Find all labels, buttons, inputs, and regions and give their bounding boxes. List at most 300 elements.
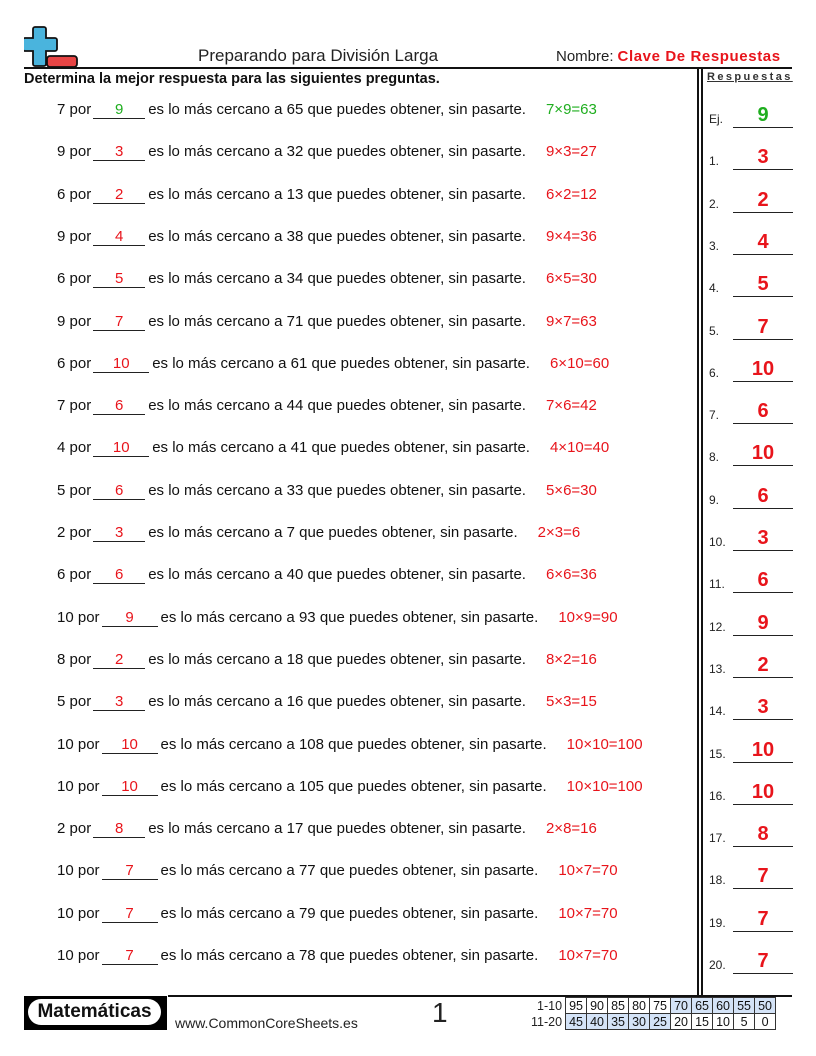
score-row-label: 1-10	[537, 998, 563, 1013]
sentence-post: que puedes obtener, sin pasarte.	[328, 735, 547, 753]
question-text	[57, 482, 597, 500]
target-number: 79	[298, 904, 316, 922]
work-shown: 6×10=60	[549, 354, 610, 372]
factor: 2	[57, 820, 66, 838]
target-number: 78	[298, 947, 316, 964]
answer-key-item	[709, 567, 793, 593]
score-cell: 95	[566, 998, 587, 1014]
answer-column-divider	[701, 68, 703, 996]
answer-blank[interactable]: 9	[102, 610, 158, 627]
answer-key-label: 9.	[709, 492, 720, 507]
por-word: por	[69, 650, 92, 668]
question-row	[0, 439, 690, 459]
question-text	[57, 355, 609, 373]
score-row-label: 11-20	[531, 1014, 563, 1029]
factor: 8	[57, 650, 66, 668]
factor: 9	[57, 143, 66, 161]
answer-key-line	[733, 719, 793, 720]
answer-key-line	[733, 127, 793, 128]
answer-key-item	[709, 610, 793, 636]
answer-key-item	[709, 356, 793, 382]
page-number: 1	[432, 997, 448, 1028]
sentence-post: que puedes obtener, sin pasarte.	[307, 185, 526, 203]
score-cell: 90	[587, 998, 608, 1014]
answer-key-value[interactable]: 5	[757, 273, 769, 296]
factor: 10	[57, 735, 74, 753]
answer-key-item	[709, 863, 793, 889]
question-row	[0, 905, 690, 925]
question-row	[0, 313, 690, 333]
sentence-pre: es lo más cercano a	[148, 566, 283, 584]
question-row	[0, 820, 690, 840]
answer-key-item	[709, 737, 793, 763]
score-cell: 65	[692, 998, 713, 1014]
por-word: por	[69, 439, 92, 457]
brand-badge	[24, 996, 167, 1030]
question-row	[0, 270, 690, 290]
answer-key-item	[709, 483, 793, 509]
factor: 6	[57, 354, 66, 372]
work-shown: 6×2=12	[545, 185, 597, 203]
sentence-pre: es lo más cercano a	[148, 101, 283, 118]
por-word: por	[77, 608, 100, 626]
question-row	[0, 397, 690, 417]
answer-blank[interactable]: 2	[93, 187, 145, 204]
answer-key-value[interactable]: 10	[751, 357, 775, 380]
score-cell: 5	[734, 1014, 755, 1030]
por-word: por	[69, 481, 92, 499]
work-shown: 10×10=100	[566, 735, 643, 753]
answer-key-value[interactable]: 3	[757, 527, 769, 549]
por-word: por	[69, 101, 92, 118]
sentence-post: que puedes obtener, sin pasarte.	[307, 143, 526, 161]
score-cell: 80	[629, 998, 650, 1014]
sentence-pre: es lo más cercano a	[160, 735, 295, 753]
work-shown: 2×3=6	[537, 524, 581, 541]
answer-key-value[interactable]: 7	[757, 315, 769, 338]
answer-blank[interactable]: 10	[93, 356, 149, 373]
por-word: por	[69, 397, 92, 415]
answer-key-line	[733, 635, 793, 636]
answer-key-line	[733, 762, 793, 763]
answer-key-label: 1.	[709, 154, 720, 169]
target-number: 32	[286, 143, 304, 161]
por-word: por	[69, 270, 92, 288]
sentence-post: que puedes obtener, sin pasarte.	[299, 524, 518, 541]
sentence-pre: es lo más cercano a	[148, 312, 283, 330]
question-row	[0, 651, 690, 671]
work-shown: 10×7=70	[558, 904, 618, 922]
factor: 10	[57, 947, 74, 964]
instructions: Determina la mejor respuesta para las siguientes preguntas.	[24, 71, 440, 87]
sentence-post: que puedes obtener, sin pasarte.	[319, 608, 539, 626]
answer-key-item	[709, 102, 793, 128]
factor: 5	[57, 693, 66, 711]
answer-key-value[interactable]: 4	[757, 230, 769, 253]
factor: 4	[57, 439, 66, 457]
question-text	[57, 270, 597, 288]
score-cell: 35	[608, 1014, 629, 1030]
answer-blank[interactable]: 6	[93, 398, 145, 415]
por-word: por	[69, 354, 92, 372]
answer-key-item	[709, 398, 793, 424]
answer-key-label: 14.	[709, 704, 726, 719]
target-number: 93	[298, 608, 316, 626]
factor: 10	[57, 862, 74, 880]
sentence-pre: es lo más cercano a	[148, 397, 283, 415]
factor: 9	[57, 227, 66, 245]
target-number: 17	[286, 820, 304, 838]
answer-key-item	[709, 187, 793, 213]
factor: 6	[57, 270, 66, 288]
score-cell: 15	[692, 1014, 713, 1030]
sentence-pre: es lo más cercano a	[148, 820, 283, 838]
por-word: por	[77, 947, 100, 964]
target-number: 71	[286, 312, 304, 330]
answer-key-label: 10.	[709, 535, 726, 549]
answer-blank[interactable]: 5	[93, 271, 145, 288]
question-text	[57, 101, 597, 119]
answer-key-line	[733, 888, 793, 889]
answer-key-label: 11.	[709, 577, 725, 592]
sentence-post: que puedes obtener, sin pasarte.	[311, 354, 530, 372]
por-word: por	[69, 524, 92, 541]
sentence-pre: es lo más cercano a	[148, 481, 283, 499]
question-text	[57, 778, 643, 796]
answer-key-value[interactable]: 9	[757, 104, 769, 126]
sentence-pre: es lo más cercano a	[152, 354, 287, 372]
answer-key-line	[733, 804, 793, 805]
question-text	[57, 313, 597, 331]
answer-key-value[interactable]: 8	[757, 823, 769, 846]
por-word: por	[69, 143, 92, 161]
answer-key-value[interactable]: 6	[757, 484, 769, 507]
question-row	[0, 778, 690, 798]
target-number: 7	[286, 524, 295, 541]
work-shown: 8×2=16	[545, 650, 597, 668]
answers-header: Respuestas	[707, 71, 793, 83]
work-shown: 9×4=36	[545, 227, 597, 245]
answer-blank[interactable]: 8	[93, 821, 145, 838]
score-cell: 30	[629, 1014, 650, 1030]
question-row	[0, 736, 690, 756]
answer-key-line	[733, 254, 793, 255]
sentence-pre: es lo más cercano a	[160, 862, 295, 880]
answer-blank[interactable]: 6	[93, 567, 145, 584]
question-text	[57, 651, 597, 669]
answer-blank[interactable]: 7	[102, 906, 158, 923]
answer-key-value[interactable]: 10	[751, 780, 775, 803]
question-row	[0, 693, 690, 713]
por-word: por	[69, 820, 92, 838]
question-row	[0, 947, 690, 967]
answer-key-line	[733, 465, 793, 466]
work-shown: 4×10=40	[549, 439, 610, 457]
answer-blank[interactable]: 3	[93, 525, 145, 542]
target-number: 16	[286, 693, 304, 711]
answer-key-line	[733, 339, 793, 340]
work-shown: 10×7=70	[558, 947, 618, 964]
answer-key-item	[709, 821, 793, 847]
question-text	[57, 566, 597, 584]
answer-key-line	[733, 846, 793, 847]
target-number: 108	[298, 735, 324, 753]
answer-blank[interactable]: 7	[102, 863, 158, 880]
score-cell: 10	[713, 1014, 734, 1030]
answer-key-value[interactable]: 10	[751, 738, 775, 761]
answer-key-line	[733, 381, 793, 382]
sentence-pre: es lo más cercano a	[148, 227, 283, 245]
score-row	[528, 998, 776, 1014]
target-number: 13	[286, 185, 304, 203]
factor: 9	[57, 312, 66, 330]
answer-key-value[interactable]: 6	[757, 400, 769, 423]
answer-key-value[interactable]: 2	[757, 188, 769, 211]
answer-key-line	[733, 931, 793, 932]
sentence-post: que puedes obtener, sin pasarte.	[307, 312, 526, 330]
header-divider	[24, 67, 792, 69]
factor: 7	[57, 397, 66, 415]
answer-key-item	[709, 229, 793, 255]
plus-minus-logo-icon	[24, 26, 78, 68]
target-number: 41	[290, 439, 308, 457]
answer-blank[interactable]: 10	[102, 779, 158, 796]
sentence-post: que puedes obtener, sin pasarte.	[307, 566, 526, 584]
answer-key-label: 13.	[709, 661, 726, 676]
score-row	[528, 1014, 776, 1030]
answer-key-label: 20.	[709, 958, 726, 972]
work-shown: 2×8=16	[545, 820, 597, 838]
sentence-post: que puedes obtener, sin pasarte.	[307, 650, 526, 668]
factor: 6	[57, 566, 66, 584]
name-value: Clave De Respuestas	[617, 48, 781, 65]
question-text	[57, 693, 597, 711]
answer-key-label: 3.	[709, 238, 720, 253]
question-text	[57, 397, 597, 415]
por-word: por	[77, 735, 100, 753]
answer-key-line	[733, 973, 793, 974]
score-table	[528, 997, 776, 1030]
answer-key-item	[709, 314, 793, 340]
brand-label: Matemáticas	[28, 999, 161, 1025]
answer-key-value[interactable]: 7	[757, 950, 769, 972]
sentence-post: que puedes obtener, sin pasarte.	[328, 777, 547, 795]
work-shown: 10×7=70	[558, 862, 618, 880]
sentence-pre: es lo más cercano a	[148, 524, 283, 541]
por-word: por	[69, 185, 92, 203]
question-text	[57, 228, 597, 246]
por-word: por	[69, 312, 92, 330]
factor: 5	[57, 481, 66, 499]
work-shown: 7×6=42	[545, 397, 597, 415]
answer-key-label: 15.	[709, 746, 726, 761]
score-cell: 70	[671, 998, 692, 1014]
name-label: Nombre:	[556, 48, 614, 65]
target-number: 38	[286, 227, 304, 245]
score-cell: 60	[713, 998, 734, 1014]
answer-blank[interactable]: 7	[102, 948, 158, 965]
question-text	[57, 905, 618, 923]
target-number: 105	[298, 777, 324, 795]
sentence-post: que puedes obtener, sin pasarte.	[307, 820, 526, 838]
answer-key-value[interactable]: 2	[757, 653, 769, 676]
answer-blank[interactable]: 10	[102, 737, 158, 754]
target-number: 40	[286, 566, 304, 584]
question-row	[0, 524, 690, 544]
factor: 6	[57, 185, 66, 203]
answer-key-label: 8.	[709, 450, 720, 465]
sentence-pre: es lo más cercano a	[148, 185, 283, 203]
question-row	[0, 143, 690, 163]
answer-key-label: 4.	[709, 281, 720, 296]
por-word: por	[77, 904, 100, 922]
question-row	[0, 482, 690, 502]
target-number: 34	[286, 270, 304, 288]
sentence-pre: es lo más cercano a	[148, 270, 283, 288]
target-number: 44	[286, 397, 304, 415]
answer-key-value[interactable]: 6	[757, 569, 769, 592]
answer-blank[interactable]: 4	[93, 229, 145, 246]
question-row	[0, 101, 690, 121]
answer-key-item	[709, 144, 793, 170]
answer-blank[interactable]: 9	[93, 102, 145, 119]
question-text	[57, 609, 618, 627]
sentence-pre: es lo más cercano a	[160, 947, 295, 964]
score-cell: 20	[671, 1014, 692, 1030]
work-shown: 9×3=27	[545, 143, 597, 161]
answer-key-label: 5.	[709, 323, 720, 338]
sentence-pre: es lo más cercano a	[152, 439, 287, 457]
answer-column-divider	[697, 68, 699, 996]
question-text	[57, 143, 597, 161]
answer-key-line	[733, 423, 793, 424]
sentence-post: que puedes obtener, sin pasarte.	[319, 947, 539, 964]
question-text	[57, 947, 618, 965]
question-text	[57, 862, 618, 880]
target-number: 65	[286, 101, 304, 118]
factor: 10	[57, 608, 74, 626]
question-row	[0, 228, 690, 248]
sentence-post: que puedes obtener, sin pasarte.	[311, 439, 530, 457]
answer-key-item	[709, 948, 793, 974]
answer-key-line	[733, 508, 793, 509]
por-word: por	[69, 693, 92, 711]
answer-key-line	[733, 592, 793, 593]
work-shown: 10×9=90	[558, 608, 618, 626]
sentence-post: que puedes obtener, sin pasarte.	[307, 101, 526, 118]
answer-key-item	[709, 906, 793, 932]
work-shown: 7×9=63	[545, 101, 597, 118]
answer-key-line	[733, 169, 793, 170]
por-word: por	[77, 862, 100, 880]
factor: 10	[57, 904, 74, 922]
question-text	[57, 820, 597, 838]
sentence-post: que puedes obtener, sin pasarte.	[319, 904, 539, 922]
answer-key-item	[709, 271, 793, 297]
answer-key-line	[733, 550, 793, 551]
question-row	[0, 186, 690, 206]
score-cell: 25	[650, 1014, 671, 1030]
answer-key-item	[709, 525, 793, 551]
score-cell: 0	[755, 1014, 776, 1030]
por-word: por	[77, 777, 100, 795]
question-text	[57, 439, 609, 457]
name-field	[556, 48, 781, 65]
answer-blank[interactable]: 3	[93, 694, 145, 711]
sentence-pre: es lo más cercano a	[160, 777, 295, 795]
question-row	[0, 609, 690, 629]
target-number: 18	[286, 650, 304, 668]
answer-key-line	[733, 296, 793, 297]
answer-key-label: 6.	[709, 365, 720, 380]
answer-key-value[interactable]: 3	[757, 146, 769, 169]
factor: 2	[57, 524, 66, 541]
sentence-post: que puedes obtener, sin pasarte.	[307, 270, 526, 288]
sentence-pre: es lo más cercano a	[160, 608, 295, 626]
answer-key-value[interactable]: 7	[757, 865, 769, 888]
por-word: por	[69, 566, 92, 584]
factor: 7	[57, 101, 66, 118]
site-url: www.CommonCoreSheets.es	[175, 1015, 358, 1031]
work-shown: 5×3=15	[545, 693, 597, 711]
work-shown: 10×10=100	[566, 777, 643, 795]
work-shown: 6×5=30	[545, 270, 597, 288]
answer-key-value[interactable]: 7	[757, 907, 769, 930]
question-text	[57, 186, 597, 204]
work-shown: 9×7=63	[545, 312, 597, 330]
answer-key-label: 17.	[709, 831, 726, 846]
answer-key-line	[733, 212, 793, 213]
factor: 10	[57, 777, 74, 795]
question-text	[57, 736, 643, 754]
question-row	[0, 355, 690, 375]
answer-key-label: 7.	[709, 408, 720, 423]
sentence-post: que puedes obtener, sin pasarte.	[307, 397, 526, 415]
score-cell: 40	[587, 1014, 608, 1030]
answer-key-value[interactable]: 9	[757, 611, 769, 634]
answer-key-label: Ej.	[709, 112, 724, 126]
question-text	[57, 524, 580, 542]
answer-key-line	[733, 677, 793, 678]
answer-key-label: 16.	[709, 788, 726, 803]
answer-key-item	[709, 779, 793, 805]
sentence-post: que puedes obtener, sin pasarte.	[307, 227, 526, 245]
score-cell: 75	[650, 998, 671, 1014]
answer-key-value[interactable]: 3	[757, 696, 769, 719]
sentence-pre: es lo más cercano a	[148, 693, 283, 711]
score-cell: 55	[734, 998, 755, 1014]
target-number: 61	[290, 354, 308, 372]
answer-key-label: 19.	[709, 915, 726, 930]
answer-key-item	[709, 694, 793, 720]
answer-key-label: 2.	[709, 196, 720, 211]
answer-blank[interactable]: 7	[93, 314, 145, 331]
sentence-pre: es lo más cercano a	[148, 650, 283, 668]
sentence-post: que puedes obtener, sin pasarte.	[307, 481, 526, 499]
worksheet-title: Preparando para División Larga	[198, 46, 439, 65]
answer-blank[interactable]: 3	[93, 144, 145, 161]
answer-blank[interactable]: 2	[93, 652, 145, 669]
answer-blank[interactable]: 10	[93, 440, 149, 457]
sentence-post: que puedes obtener, sin pasarte.	[319, 862, 539, 880]
question-row	[0, 566, 690, 586]
answer-key-value[interactable]: 10	[751, 442, 775, 465]
answer-key-item	[709, 652, 793, 678]
sentence-pre: es lo más cercano a	[160, 904, 295, 922]
answer-blank[interactable]: 6	[93, 483, 145, 500]
work-shown: 6×6=36	[545, 566, 597, 584]
score-cell: 50	[755, 998, 776, 1014]
